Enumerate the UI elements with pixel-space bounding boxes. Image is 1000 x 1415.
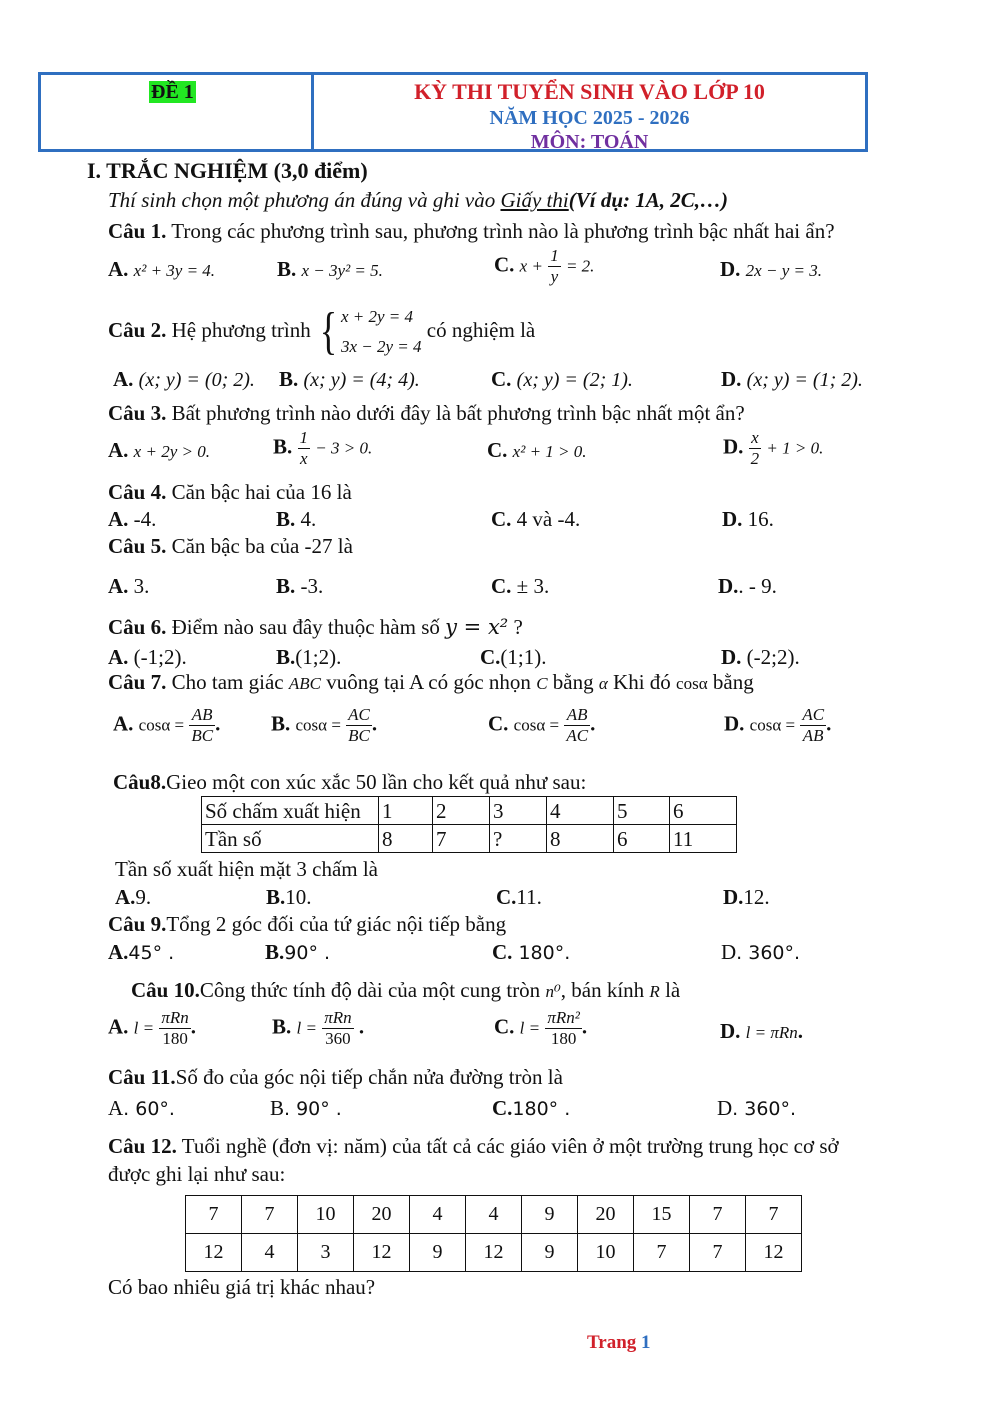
option-formula: cosα = [295,715,341,735]
option-formula: l = πRn [745,1023,798,1042]
table-cell: 12 [466,1234,522,1272]
fraction [322,1008,353,1049]
q6-option-a [108,645,187,670]
table-cell: 20 [578,1196,634,1234]
q8-option-a [115,885,151,910]
question-8 [113,770,586,795]
option-letter: A. [113,711,134,736]
option-letter: C. [494,252,515,277]
option-text: -4. [128,507,157,531]
option-letter: C. [487,438,508,462]
option-letter: D. [718,574,739,598]
option-text: 90° . [284,942,331,964]
option-text: 45° . [128,942,175,964]
q11-option-d [717,1096,796,1121]
table-cell: 7 [634,1234,690,1272]
option-text: . 90° . [284,1098,342,1120]
option-letter: D. [724,711,745,736]
fraction [800,705,826,746]
numerator: 1 [299,428,309,447]
table-cell: 2 [433,797,490,825]
option-letter: D. [720,1019,741,1043]
option-text: . - 9. [738,574,777,598]
option-letter: D. [722,507,743,531]
option-formula: + 1 > 0. [766,438,824,458]
option-text: 4 và -4. [511,507,581,531]
question-text: bằng [707,670,754,694]
option-letter: A. [108,574,129,598]
question-label: Câu 4. [108,480,167,504]
option-letter: B. [279,367,299,391]
table-cell: 9 [522,1196,578,1234]
question-text: , bán kính [560,978,650,1002]
page-number: Trang [587,1332,642,1353]
q6-option-b [276,645,341,670]
q11-option-c [492,1096,570,1121]
table-cell: 7 [186,1196,242,1234]
equation-system [341,302,422,362]
question-text: Trong các phương trình sau, phương trình nào là phương trình bậc nhất hai ẩn? [166,219,835,243]
option-letter: C. [491,367,512,391]
option-letter: C. [492,940,513,964]
option-letter: B. [277,257,297,281]
q1-option-b [277,257,383,282]
denominator: AB [802,726,824,745]
page-footer [587,1332,651,1354]
q4-option-c [491,507,580,532]
question-label: Câu 3. [108,401,167,425]
numerator: AC [802,705,825,724]
q1-option-a [108,257,215,282]
q5-option-d [718,574,777,599]
angle-vertex: C [536,674,548,693]
table-cell: 4 [547,797,614,825]
question-5 [108,534,353,559]
numerator: 1 [550,246,559,265]
option-letter: D. [720,257,741,281]
question-label: Câu 10. [131,978,200,1002]
option-formula: x + [519,256,543,276]
q7-option-d [724,705,831,746]
table-cell: 7 [690,1196,746,1234]
table-cell: 12 [186,1234,242,1272]
table-cell: 9 [410,1234,466,1272]
question-1 [108,219,835,244]
period: . [371,711,378,736]
option-formula: x² + 3y = 4. [133,261,216,280]
denominator: 360 [325,1029,351,1048]
table-cell: ? [490,825,547,853]
option-letter: A. [113,367,134,391]
q9-option-b [265,940,330,965]
table-cell: 7 [690,1234,746,1272]
question-label: Câu 12. [108,1134,177,1158]
option-letter: D [717,1096,733,1120]
option-letter: A. [108,438,129,462]
numerator: AB [189,705,215,726]
period: . [590,711,596,736]
table-cell: 15 [634,1196,690,1234]
question-text: bằng [547,670,599,694]
table-row [186,1234,802,1272]
table-cell: 7 [433,825,490,853]
option-formula: cosα = [749,715,796,735]
q10-option-a [108,1008,196,1049]
option-formula: 2x − y = 3. [745,261,822,280]
question-label: Câu 9. [108,912,167,936]
q3-option-b [273,428,372,469]
option-letter: B. [273,434,293,459]
denominator: 2 [750,449,760,468]
fraction [159,1008,190,1049]
q9-option-a [108,940,174,965]
q10-option-d [720,1019,803,1044]
q6-option-d [721,645,800,670]
numerator: πRn [324,1008,352,1027]
option-text: . 360°. [736,942,801,964]
question-10 [131,978,680,1003]
table-cell: 8 [379,825,433,853]
option-letter: D. [721,367,742,391]
option-formula: (x; y) = (2; 1). [516,369,633,391]
q1-option-c [494,246,594,287]
question-text: vuông tại A có góc nhọn [320,670,537,694]
option-letter: B. [272,1014,292,1039]
question-text: Gieo một con xúc xắc 50 lần cho kết quả như sau: [166,770,587,794]
question-4 [108,480,352,505]
table-cell: Số chấm xuất hiện [202,797,379,825]
q8-option-b [266,885,312,910]
option-letter: C. [494,1014,515,1039]
numerator: x [749,428,762,449]
table-cell: 7 [242,1196,298,1234]
equation-2: 3x − 2y = 4 [340,337,422,356]
question-3 [108,401,745,426]
option-formula: cosα = [513,715,560,735]
q7-option-a [113,705,220,746]
instruction-text: Thí sinh chọn một phương án đúng và ghi vào [108,188,501,212]
period: . [358,1014,365,1039]
table-row [202,825,737,853]
option-letter: C. [491,574,512,598]
option-formula: (x; y) = (4; 4). [303,369,420,391]
q11-option-b [270,1096,342,1121]
question-11 [108,1065,563,1090]
fraction [548,246,561,287]
option-formula: x² + 1 > 0. [512,442,587,461]
option-text: . 60°. [123,1098,175,1120]
q7-option-c [488,705,595,746]
table-row [186,1196,802,1234]
table-cell: 3 [298,1234,354,1272]
option-letter: D. [721,645,742,669]
option-formula: x + 2y > 0. [133,442,210,461]
period: . [215,711,221,736]
option-formula: x − 3y² = 5. [301,261,383,280]
question-label: Câu 1. [108,219,167,243]
fraction [346,705,372,746]
numerator: πRn² [547,1008,580,1027]
table-row [202,797,737,825]
question-label: Câu 5. [108,534,167,558]
question-9 [108,912,506,937]
option-letter: D [721,940,737,964]
equation-1: x + 2y = 4 [340,307,414,326]
option-letter: B. [276,645,296,669]
option-text: (-2;2). [741,645,800,669]
exam-year: NĂM HỌC 2025 - 2026 [489,107,690,129]
system-brace: { [319,303,338,360]
option-letter: C. [491,507,512,531]
option-letter: B. [266,885,286,909]
option-text: 180°. [512,942,571,964]
table-cell: 6 [614,825,670,853]
option-letter: C. [492,1096,513,1120]
numerator: AB [564,705,590,726]
table-cell: 12 [354,1234,410,1272]
option-letter: D. [723,885,744,909]
question-text: Bất phương trình nào dưới đây là bất phương trình bậc nhất một ẩn? [166,401,745,425]
question-label: Câu8. [113,770,167,794]
denominator: AC [566,726,589,745]
q9-option-d [721,940,800,965]
option-letter: B. [265,940,285,964]
q4-option-b [276,507,316,532]
table-cell: 4 [410,1196,466,1234]
q9-option-c [492,940,570,965]
option-formula: cosα = [138,715,185,735]
option-text: (-1;2). [128,645,187,669]
denominator: BC [191,726,214,745]
q8-option-d [723,885,770,910]
exam-title: KỲ THI TUYỂN SINH VÀO LỚP 10 [414,79,765,104]
function-formula: y = x² [445,615,509,639]
option-letter: A. [108,645,129,669]
section-title: I. TRẮC NGHIỆM (3,0 điểm) [87,158,368,183]
table-cell: 12 [746,1234,802,1272]
option-text: 10. [285,885,312,909]
option-letter: B [270,1096,285,1120]
denominator: 180 [162,1029,188,1048]
dice-frequency-table [201,796,737,853]
option-text: 9. [135,885,152,909]
table-cell: 20 [354,1196,410,1234]
q5-option-c [491,574,549,599]
period: . [826,711,832,736]
question-label: Câu 7. [108,670,167,694]
fraction [545,1008,582,1049]
q6-option-c [480,645,547,670]
option-text: 4. [295,507,317,531]
denominator: y [550,267,559,286]
option-letter: B. [276,507,296,531]
exam-subject: MÔN: TOÁN [530,131,649,153]
question-text: Tuổi nghề (đơn vị: năm) của tất cả các giáo viên ở một trường trung học cơ sở [176,1134,839,1158]
question-2 [108,302,535,362]
option-text: 16. [742,507,774,531]
q3-option-d [723,428,823,469]
denominator: 180 [550,1029,577,1048]
option-letter: A. [108,1014,129,1039]
numerator: πRn [161,1008,189,1027]
question-text: Số đo của góc nội tiếp chắn nửa đường tròn là [175,1065,563,1089]
option-letter: B. [276,574,296,598]
table-cell: 5 [614,797,670,825]
question-12 [108,1134,839,1159]
page-number-digit: 1 [641,1332,651,1353]
period: . [581,1014,588,1039]
option-text: 3. [128,574,150,598]
option-letter: B. [271,711,291,736]
exam-code-badge: ĐỀ 1 [151,81,194,103]
instruction-example: (Ví dụ: 1A, 2C,…) [568,188,728,212]
option-letter: C. [488,711,509,736]
table-cell: 9 [522,1234,578,1272]
q11-option-a [108,1096,175,1121]
option-letter: D. [723,434,744,459]
question-text: Căn bậc hai của 16 là [166,480,352,504]
q10-option-b [272,1008,364,1049]
q2-option-a [113,367,255,392]
option-text: (1;2). [295,645,342,669]
question-text: Tổng 2 góc đối của tứ giác nội tiếp bằng [166,912,507,936]
option-text: 11. [516,885,542,909]
q1-option-d [720,257,822,282]
q8-option-c [496,885,542,910]
q5-option-b [276,574,323,599]
q10-option-c [494,1008,587,1049]
question-7 [108,670,754,695]
numerator: AC [348,705,370,724]
option-letter: C. [496,885,517,909]
q2-option-b [279,367,420,392]
table-cell: 1 [379,797,433,825]
table-cell: 10 [298,1196,354,1234]
period: . [190,1014,197,1039]
option-letter: C. [480,645,501,669]
fraction [298,428,311,469]
question-label: Câu 6. [108,615,167,639]
teacher-tenure-table [185,1195,802,1272]
question-6 [108,615,523,640]
table-cell: Tần số [202,825,379,853]
table-cell: 3 [490,797,547,825]
question-label: Câu 11. [108,1065,176,1089]
q8-question: Tần số xuất hiện mặt 3 chấm là [115,857,379,881]
table-cell: 11 [670,825,737,853]
q12-question: Có bao nhiêu giá trị khác nhau? [108,1275,376,1299]
section-instruction [108,188,728,213]
cos-alpha: cosα [676,674,708,693]
option-formula: − 3 > 0. [315,438,373,458]
fraction [749,428,762,469]
question-text: Hệ phương trình [166,317,311,342]
option-letter: A. [115,885,136,909]
question-text-end: ? [508,615,523,639]
q4-option-d [722,507,774,532]
question-text: Căn bậc ba của -27 là [166,534,353,558]
option-formula: l = [296,1018,317,1038]
option-letter: A. [108,257,129,281]
q2-option-c [491,367,633,392]
table-cell: 7 [746,1196,802,1234]
option-text: -3. [295,574,324,598]
option-formula: l = [519,1018,541,1038]
option-formula: (x; y) = (1; 2). [746,369,863,391]
table-cell: 4 [466,1196,522,1234]
option-text: ± 3. [511,574,550,598]
option-text: 12. [743,885,770,909]
question-12-continued: được ghi lại như sau: [108,1162,286,1186]
radius-symbol: R [649,982,660,1001]
q3-option-a [108,438,210,463]
q3-option-c [487,438,587,463]
option-formula: = 2. [565,256,595,276]
question-text: Công thức tính độ dài của một cung tròn [199,978,546,1002]
fraction [189,705,215,746]
denominator: BC [348,726,370,745]
question-label: Câu 2. [108,317,167,342]
question-text: là [659,978,681,1002]
option-letter: A. [108,940,129,964]
exam-header [38,72,868,152]
question-text: Khi đó [607,670,677,694]
alpha-symbol: α [598,674,608,693]
table-cell: 8 [547,825,614,853]
option-text: . 360°. [732,1098,797,1120]
table-cell: 4 [242,1234,298,1272]
q4-option-a [108,507,156,532]
option-formula: (x; y) = (0; 2). [138,369,255,391]
table-cell: 10 [578,1234,634,1272]
arc-degree: n⁰ [545,982,561,1001]
q7-option-b [271,705,377,746]
option-letter: A. [108,507,129,531]
option-letter: A [108,1096,124,1120]
q5-option-a [108,574,149,599]
denominator: x [299,449,308,468]
option-formula: l = [133,1018,155,1038]
table-cell: 6 [670,797,737,825]
q2-option-d [721,367,863,392]
question-text-end: có nghiệm là [426,317,536,342]
triangle-name: ABC [288,674,321,693]
period: . [797,1019,804,1043]
fraction [564,705,590,746]
option-text: (1;1). [500,645,547,669]
question-text: Cho tam giác [166,670,289,694]
instruction-link-text: Giấy thi [500,188,569,212]
question-text: Điểm nào sau đây thuộc hàm số [166,615,446,639]
option-text: 180° . [512,1098,571,1120]
